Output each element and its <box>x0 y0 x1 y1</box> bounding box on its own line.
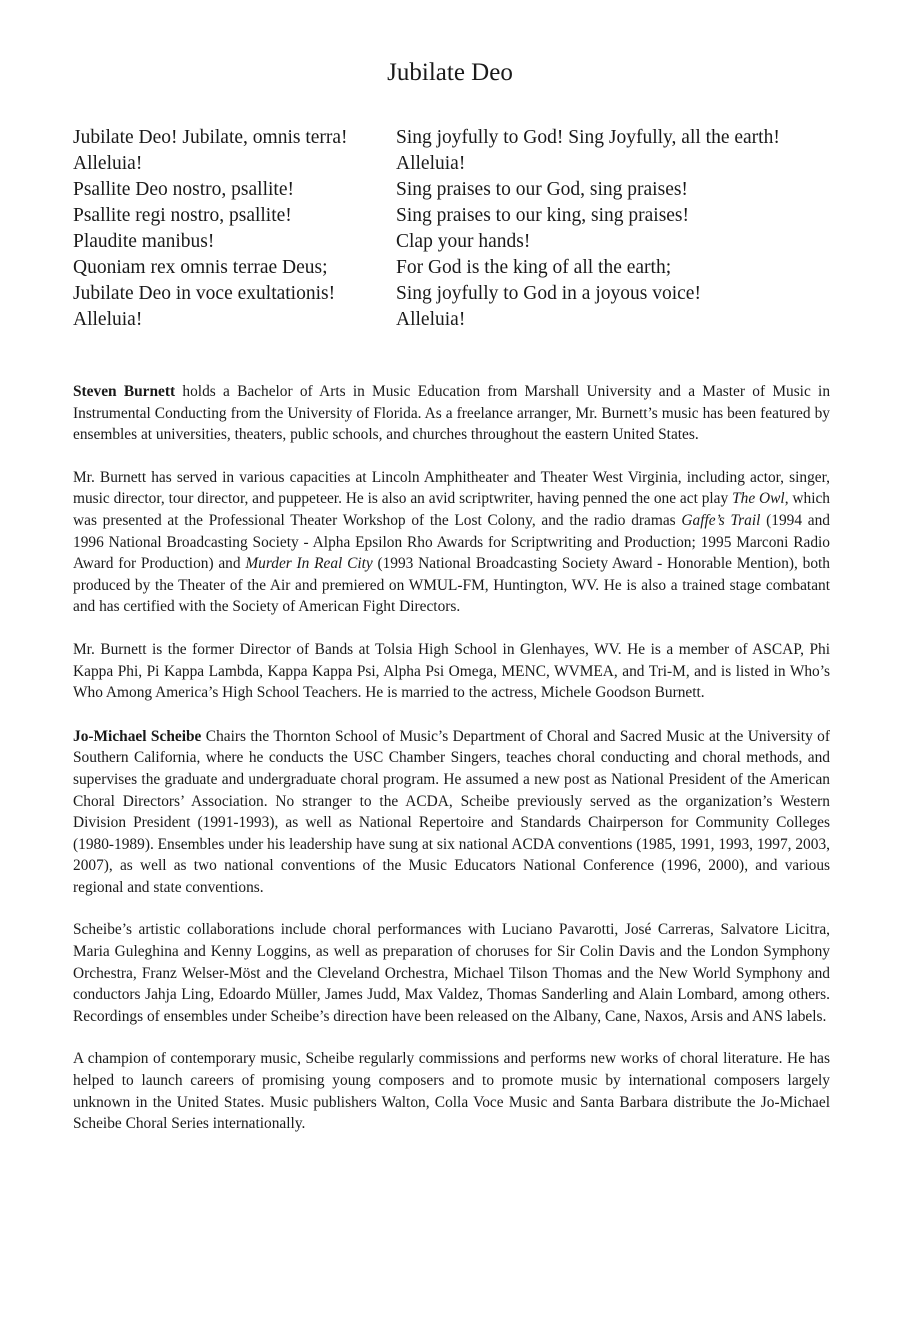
latin-line: Psallite regi nostro, psallite! <box>73 205 292 226</box>
latin-line: Alleluia! <box>73 153 143 174</box>
verse-row <box>73 177 833 203</box>
verse-row <box>73 125 833 151</box>
verse-row <box>73 281 833 307</box>
english-line: Sing joyfully to God! Sing Joyfully, all the earth! <box>396 127 780 148</box>
burnett-bio-text: holds a Bachelor of Arts in Music Education from Marshall University and a Master of Music in Instrumental Conducting from the University of Florida. As a freelance arranger, Mr. Burnett’s music has been featured by ensembles at universities, theaters, public schools, and churches throughout the eastern United States. <box>73 383 831 444</box>
latin-line: Plaudite manibus! <box>73 231 215 252</box>
burnett-bio-text: (1993 National Broadcasting Society Award - Honorable Mention), both produced by the Theater of the Air and premiered on WMUL-FM, Huntington, WV. He is also a trained stage combatant and has certified with the Society of American Fight Directors. <box>73 555 830 616</box>
scheibe-bio-paragraph-2: Scheibe’s artistic collaborations include choral performances with Luciano Pavarotti, José Carreras, Salvatore Licitra, Maria Guleghina and Kenny Loggins, as well as preparation of choruses for Sir Colin Davis and the London Symphony Orchestra, Franz Welser-Möst and the Cleveland Orchestra, Michael Tilson Thomas and the New World Symphony and conductors Jahja Ling, Edoardo Müller, James Judd, Max Valdez, Thomas Sanderling and Alain Lombard, among others. Recordings of ensembles under Scheibe’s direction have been released on the Albany, Cane, Naxos, Arsis and ANS labels. <box>73 921 830 1025</box>
work-title-murder: Murder In Real City <box>245 555 373 573</box>
page-title: Jubilate Deo <box>387 59 513 86</box>
work-title-owl: The Owl <box>732 490 785 508</box>
burnett-bio-paragraph-3: Mr. Burnett is the former Director of Bands at Tolsia High School in Glenhayes, WV. He is a member of ASCAP, Phi Kappa Phi, Pi Kappa Lambda, Kappa Kappa Psi, Alpha Psi Omega, MENC, WVMEA, and Tri-M, and is listed in Who’s Who Among America’s High School Teachers. He is married to the actress, Michele Goodson Burnett. <box>73 640 830 702</box>
english-line: Clap your hands! <box>396 231 531 252</box>
english-line: For God is the king of all the earth; <box>396 257 672 278</box>
english-line: Sing praises to our king, sing praises! <box>396 205 690 226</box>
english-line: Alleluia! <box>396 309 466 330</box>
verse-row <box>73 203 833 229</box>
latin-line: Psallite Deo nostro, psallite! <box>73 179 294 200</box>
verse-table <box>73 125 833 333</box>
verse-row <box>73 151 833 177</box>
verse-row <box>73 255 833 281</box>
burnett-bio-text: (1994 and 1996 National Broadcasting Society - Alpha Epsilon Rho Awards for Scriptwriting and Production; 1995 Marconi Radio Award for Production) and <box>73 511 830 573</box>
english-line: Alleluia! <box>396 153 466 174</box>
english-line: Sing praises to our God, sing praises! <box>396 179 688 200</box>
scheibe-bio-paragraph-1 <box>73 726 830 899</box>
latin-line: Alleluia! <box>73 309 143 330</box>
burnett-bio-text: Mr. Burnett has served in various capacities at Lincoln Amphitheater and Theater West Virginia, including actor, singer, music director, tour director, and puppeteer. He is also an avid scriptwriter, having penned the one act play <box>73 468 830 508</box>
latin-line: Quoniam rex omnis terrae Deus; <box>73 257 328 278</box>
burnett-name: Steven Burnett <box>73 383 176 400</box>
scheibe-bio-text: Chairs the Thornton School of Music’s Department of Choral and Sacred Music at the University of Southern California, where he conducts the USC Chamber Singers, teaches choral conducting and choral methods, and supervises the graduate and undergraduate choral program. He assumed a new post as National President of the American Choral Directors’ Association. No stranger to the ACDA, Scheibe previously served as the organization’s Western Division President (1991-1993), as well as National Repertoire and Standards Chairperson for Community Colleges (1980-1989). Ensembles under his leadership have sung at six national ACDA conventions (1985, 1991, 1993, 1997, 2003, 2007), as well as two national conventions of the Music Educators National Conference (1996, 2000), and various regional and state conventions. <box>73 727 831 896</box>
verse-row <box>73 307 833 333</box>
scheibe-bio-paragraph-3: A champion of contemporary music, Scheibe regularly commissions and performs new works of choral literature. He has helped to launch careers of promising young composers and to promote music by international composers largely unknown in the United States. Music publishers Walton, Colla Voce Music and Santa Barbara distribute the Jo-Michael Scheibe Choral Series internationally. <box>73 1050 830 1133</box>
work-title-gaffe: Gaffe’s Trail <box>681 511 761 529</box>
burnett-bio-paragraph-1 <box>73 381 830 446</box>
scheibe-name: Jo-Michael Scheibe <box>73 727 202 745</box>
english-line: Sing joyfully to God in a joyous voice! <box>396 283 701 304</box>
verse-row <box>73 229 833 255</box>
biographies <box>73 381 830 1135</box>
latin-line: Jubilate Deo in voce exultationis! <box>73 283 336 304</box>
burnett-bio-text: , which was presented at the Professional Theater Workshop of the Lost Colony, and the radio dramas <box>73 490 831 529</box>
burnett-bio-paragraph-2 <box>73 467 830 618</box>
latin-line: Jubilate Deo! Jubilate, omnis terra! <box>73 127 348 148</box>
